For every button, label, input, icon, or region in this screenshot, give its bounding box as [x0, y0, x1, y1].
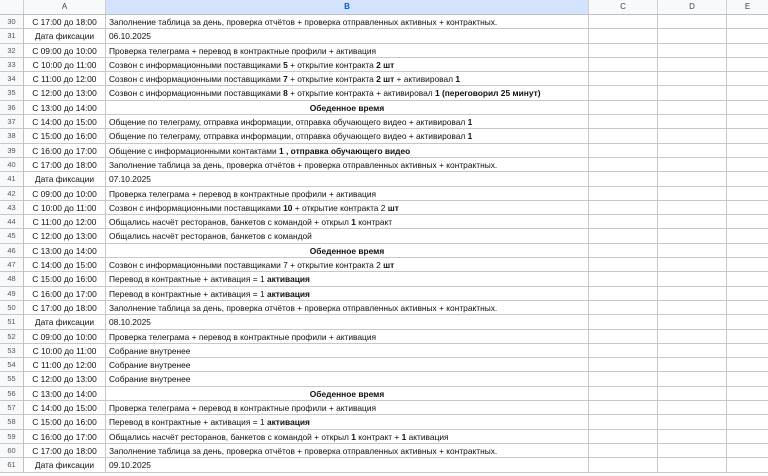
- empty-cell-d[interactable]: [658, 301, 727, 315]
- empty-cell-e[interactable]: [727, 415, 768, 429]
- empty-cell-e[interactable]: [727, 86, 768, 100]
- text-run: + открытие контракта: [287, 74, 377, 85]
- text-run: Обеденное время: [309, 388, 385, 399]
- bold-text-run: шт: [387, 202, 399, 213]
- text-run: + открытие контракта + активировал: [287, 88, 435, 99]
- activity-cell[interactable]: [106, 15, 589, 29]
- row-number[interactable]: 57: [0, 401, 24, 415]
- activity-cell[interactable]: [106, 158, 589, 172]
- time-range-cell[interactable]: С 16:00 до 17:00: [24, 430, 106, 444]
- lunch-row: [0, 387, 768, 401]
- empty-cell-d[interactable]: [658, 144, 727, 158]
- text-run: Заполнение таблица за день, проверка отчётов + проверка отправленных активных + контрактных.: [109, 17, 498, 27]
- date-value-cell[interactable]: [106, 172, 589, 186]
- time-range-cell[interactable]: С 10:00 до 11:00: [24, 58, 106, 72]
- text-run: 07.10.2025: [109, 174, 151, 185]
- empty-cell-e[interactable]: [727, 430, 768, 444]
- activity-cell[interactable]: [106, 215, 589, 229]
- empty-cell-c[interactable]: [589, 458, 658, 472]
- empty-cell-e[interactable]: [727, 129, 768, 143]
- time-range-cell[interactable]: С 16:00 до 17:00: [24, 144, 106, 158]
- row-number[interactable]: 56: [0, 387, 24, 401]
- activity-cell[interactable]: [106, 229, 589, 243]
- empty-cell-e[interactable]: [727, 287, 768, 301]
- table-row: [0, 272, 768, 286]
- bold-text-run: 1: [467, 131, 473, 142]
- empty-cell-c[interactable]: [589, 415, 658, 429]
- column-header-e[interactable]: E: [744, 2, 751, 11]
- table-row: [0, 144, 768, 158]
- table-row: [0, 229, 768, 243]
- bold-text-run: 1: [455, 74, 461, 85]
- date-value-cell[interactable]: [106, 458, 589, 472]
- empty-cell-c[interactable]: [589, 401, 658, 415]
- activity-cell[interactable]: [106, 287, 589, 301]
- date-value-cell[interactable]: [106, 29, 589, 43]
- empty-cell-e[interactable]: [727, 444, 768, 458]
- empty-cell-c[interactable]: [589, 372, 658, 386]
- table-row: [0, 158, 768, 172]
- empty-cell-d[interactable]: [658, 44, 727, 58]
- text-run: Обеденное время: [309, 245, 385, 256]
- empty-cell-d[interactable]: [658, 258, 727, 272]
- time-range-cell[interactable]: С 14:00 до 15:00: [24, 258, 106, 272]
- text-run: Собрание внутренее: [109, 345, 191, 356]
- empty-cell-c[interactable]: [589, 258, 658, 272]
- time-range-cell[interactable]: С 13:00 до 14:00: [24, 387, 106, 401]
- text-run: 06.10.2025: [109, 31, 151, 42]
- row-number[interactable]: 34: [0, 72, 24, 86]
- time-range-cell[interactable]: С 17:00 до 18:00: [24, 158, 106, 172]
- table-row: [0, 201, 768, 215]
- empty-cell-e[interactable]: [727, 258, 768, 272]
- empty-cell-e[interactable]: [727, 344, 768, 358]
- row-number[interactable]: 35: [0, 86, 24, 100]
- row-number[interactable]: 48: [0, 272, 24, 286]
- text-run: Собрание внутренее: [109, 360, 191, 371]
- empty-cell-d[interactable]: [658, 272, 727, 286]
- empty-cell-e[interactable]: [727, 358, 768, 372]
- row-number[interactable]: 31: [0, 29, 24, 43]
- time-range-cell[interactable]: С 17:00 до 18:00: [24, 15, 106, 29]
- table-row: [0, 344, 768, 358]
- table-row: [0, 372, 768, 386]
- activity-cell[interactable]: [106, 101, 589, 115]
- text-run: 09.10.2025: [109, 460, 151, 471]
- time-range-cell[interactable]: С 10:00 до 11:00: [24, 201, 106, 215]
- lunch-row: [0, 244, 768, 258]
- table-row: [0, 401, 768, 415]
- date-header-row: [0, 315, 768, 329]
- time-range-cell[interactable]: С 17:00 до 18:00: [24, 444, 106, 458]
- empty-cell-c[interactable]: [589, 301, 658, 315]
- empty-cell-c[interactable]: [589, 358, 658, 372]
- select-all-corner[interactable]: [0, 0, 24, 14]
- empty-cell-c[interactable]: [589, 115, 658, 129]
- text-run: Собрание внутренее: [109, 374, 191, 385]
- row-number[interactable]: 59: [0, 430, 24, 444]
- row-number[interactable]: 54: [0, 358, 24, 372]
- empty-cell-e[interactable]: [727, 244, 768, 258]
- column-header-d[interactable]: D: [658, 0, 727, 14]
- bold-text-run: активация: [266, 274, 310, 285]
- empty-cell-d[interactable]: [658, 387, 727, 401]
- table-row: [0, 72, 768, 86]
- table-row: [0, 86, 768, 100]
- empty-cell-e[interactable]: [727, 115, 768, 129]
- bold-text-run: 1 (переговорил 25 минут): [434, 88, 541, 99]
- empty-cell-d[interactable]: [658, 215, 727, 229]
- time-range-cell[interactable]: С 09:00 до 10:00: [24, 44, 106, 58]
- empty-cell-e[interactable]: [727, 44, 768, 58]
- bold-text-run: 10: [283, 202, 293, 213]
- text-run: Перевод в контрактные + активация = 1: [109, 417, 267, 428]
- table-row: [0, 415, 768, 429]
- empty-cell-e[interactable]: [727, 229, 768, 243]
- empty-cell-d[interactable]: [658, 158, 727, 172]
- empty-cell-d[interactable]: [658, 86, 727, 100]
- empty-cell-e[interactable]: [727, 301, 768, 315]
- empty-cell-c[interactable]: [589, 201, 658, 215]
- text-run: Общение с информационными контактами: [109, 145, 280, 156]
- empty-cell-d[interactable]: [658, 101, 727, 115]
- row-number[interactable]: 49: [0, 287, 24, 301]
- table-row: [0, 58, 768, 72]
- empty-cell-e[interactable]: [727, 372, 768, 386]
- empty-cell-c[interactable]: [589, 315, 658, 329]
- table-row: [0, 301, 768, 315]
- time-range-cell[interactable]: С 14:00 до 15:00: [24, 115, 106, 129]
- row-number[interactable]: 50: [0, 301, 24, 315]
- row-number[interactable]: 51: [0, 315, 24, 329]
- empty-cell-d[interactable]: [658, 187, 727, 201]
- empty-cell-c[interactable]: [589, 101, 658, 115]
- column-header-c[interactable]: C: [589, 0, 658, 14]
- empty-cell-e[interactable]: [727, 330, 768, 344]
- row-number[interactable]: 44: [0, 215, 24, 229]
- activity-cell[interactable]: [106, 86, 589, 100]
- row-number[interactable]: 32: [0, 44, 24, 58]
- empty-cell-e[interactable]: [727, 29, 768, 43]
- date-label-cell[interactable]: Дата фиксации: [24, 172, 106, 186]
- bold-text-run: 7: [283, 74, 288, 85]
- empty-cell-c[interactable]: [589, 86, 658, 100]
- activity-cell[interactable]: [106, 344, 589, 358]
- text-run: Проверка телеграма + перевод в контрактные профили + активация: [109, 403, 377, 414]
- table-row: [0, 358, 768, 372]
- empty-cell-c[interactable]: [589, 272, 658, 286]
- time-range-cell[interactable]: С 11:00 до 12:00: [24, 358, 106, 372]
- activity-cell[interactable]: [106, 72, 589, 86]
- text-run: + открытие контракта: [287, 59, 377, 70]
- empty-cell-e[interactable]: [727, 101, 768, 115]
- empty-cell-d[interactable]: [658, 29, 727, 43]
- spreadsheet-grid: [0, 15, 768, 473]
- time-range-cell[interactable]: С 15:00 до 16:00: [24, 415, 106, 429]
- row-number[interactable]: 45: [0, 229, 24, 243]
- table-row: [0, 258, 768, 272]
- row-number[interactable]: 60: [0, 444, 24, 458]
- time-range-cell[interactable]: С 17:00 до 18:00: [24, 301, 106, 315]
- bold-text-run: 1: [467, 117, 473, 128]
- activity-cell[interactable]: [106, 129, 589, 143]
- row-number[interactable]: 42: [0, 187, 24, 201]
- time-range-cell[interactable]: С 13:00 до 14:00: [24, 101, 106, 115]
- table-row: [0, 129, 768, 143]
- text-run: + открытие контракта 2: [292, 202, 388, 213]
- empty-cell-c[interactable]: [589, 229, 658, 243]
- empty-cell-e[interactable]: [727, 72, 768, 86]
- bold-text-run: активация: [266, 288, 310, 299]
- row-number[interactable]: 37: [0, 115, 24, 129]
- empty-cell-d[interactable]: [658, 72, 727, 86]
- text-run: активация: [406, 431, 449, 442]
- empty-cell-d[interactable]: [658, 415, 727, 429]
- column-header-a[interactable]: A: [24, 0, 106, 14]
- text-run: Общались насчёт ресторанов, банкетов с командой + открыл: [109, 431, 352, 442]
- empty-cell-e[interactable]: [727, 187, 768, 201]
- empty-cell-c[interactable]: [589, 172, 658, 186]
- bold-text-run: 1: [351, 217, 356, 228]
- time-range-cell[interactable]: С 15:00 до 16:00: [24, 129, 106, 143]
- bold-text-run: 2 шт: [376, 74, 395, 85]
- text-run: Общались насчёт ресторанов, банкетов с командой: [109, 231, 312, 242]
- row-number[interactable]: 41: [0, 172, 24, 186]
- time-range-cell[interactable]: С 13:00 до 14:00: [24, 244, 106, 258]
- table-row: [0, 430, 768, 444]
- empty-cell-d[interactable]: [658, 372, 727, 386]
- text-run: Заполнение таблица за день, проверка отчётов + проверка отправленных активных + контрактных.: [109, 159, 498, 170]
- text-run: Проверка телеграма + перевод в контрактные профили + активация: [109, 45, 377, 56]
- empty-cell-d[interactable]: [658, 229, 727, 243]
- empty-cell-e[interactable]: [727, 144, 768, 158]
- text-run: + активировал: [394, 74, 456, 85]
- empty-cell-c[interactable]: [589, 44, 658, 58]
- time-range-cell[interactable]: С 09:00 до 10:00: [24, 187, 106, 201]
- empty-cell-e[interactable]: [727, 401, 768, 415]
- date-label-cell[interactable]: Дата фиксации: [24, 458, 106, 472]
- table-row: [0, 444, 768, 458]
- empty-cell-c[interactable]: [589, 15, 658, 29]
- row-number[interactable]: 36: [0, 101, 24, 115]
- empty-cell-c[interactable]: [589, 244, 658, 258]
- empty-cell-d[interactable]: [658, 129, 727, 143]
- text-run: 08.10.2025: [109, 317, 151, 328]
- column-header-b[interactable]: B: [106, 0, 589, 14]
- text-run: Проверка телеграма + перевод в контрактные профили + активация: [109, 331, 377, 342]
- text-run: Созвон с информационными поставщиками: [109, 59, 284, 70]
- activity-cell[interactable]: [106, 330, 589, 344]
- activity-cell[interactable]: [106, 387, 589, 401]
- bold-text-run: 1 , отправка обучающего видео: [279, 145, 411, 156]
- table-row: [0, 44, 768, 58]
- time-range-cell[interactable]: С 12:00 до 13:00: [24, 86, 106, 100]
- text-run: Созвон с информационными поставщиками: [109, 88, 284, 99]
- text-run: Перевод в контрактные + активация = 1: [109, 274, 267, 285]
- time-range-cell[interactable]: С 16:00 до 17:00: [24, 287, 106, 301]
- table-row: [0, 115, 768, 129]
- lunch-row: [0, 101, 768, 115]
- empty-cell-d[interactable]: [658, 201, 727, 215]
- empty-cell-c[interactable]: [589, 287, 658, 301]
- empty-cell-e[interactable]: [727, 272, 768, 286]
- time-range-cell[interactable]: С 14:00 до 15:00: [24, 401, 106, 415]
- empty-cell-c[interactable]: [589, 430, 658, 444]
- row-number[interactable]: 39: [0, 144, 24, 158]
- empty-cell-d[interactable]: [658, 287, 727, 301]
- empty-cell-c[interactable]: [589, 58, 658, 72]
- text-run: Проверка телеграма + перевод в контрактные профили + активация: [109, 188, 377, 199]
- date-header-row: [0, 29, 768, 43]
- bold-text-run: 5: [283, 59, 288, 70]
- activity-cell[interactable]: [106, 430, 589, 444]
- empty-cell-c[interactable]: [589, 444, 658, 458]
- row-number[interactable]: 40: [0, 158, 24, 172]
- bold-text-run: 1: [401, 431, 407, 442]
- row-number[interactable]: 52: [0, 330, 24, 344]
- table-row: [0, 330, 768, 344]
- empty-cell-e[interactable]: [727, 215, 768, 229]
- empty-cell-e[interactable]: [727, 201, 768, 215]
- text-run: Созвон с информационными поставщиками: [109, 202, 284, 213]
- empty-cell-c[interactable]: [589, 387, 658, 401]
- activity-cell[interactable]: [106, 115, 589, 129]
- bold-text-run: шт: [383, 260, 395, 271]
- text-run: Обеденное время: [309, 102, 385, 113]
- date-label-cell[interactable]: Дата фиксации: [24, 315, 106, 329]
- text-run: Перевод в контрактные + активация = 1: [109, 288, 267, 299]
- activity-cell[interactable]: [106, 58, 589, 72]
- empty-cell-d[interactable]: [658, 15, 727, 29]
- text-run: Общение по телеграму, отправка информации, отправка обучающего видео + активировал: [109, 117, 468, 128]
- bold-text-run: активация: [266, 417, 310, 428]
- row-number[interactable]: 55: [0, 372, 24, 386]
- text-run: контракт +: [355, 431, 402, 442]
- date-label-cell[interactable]: Дата фиксации: [24, 29, 106, 43]
- empty-cell-d[interactable]: [658, 458, 727, 472]
- empty-cell-d[interactable]: [658, 172, 727, 186]
- empty-cell-e[interactable]: [727, 458, 768, 472]
- empty-cell-e[interactable]: [727, 387, 768, 401]
- empty-cell-d[interactable]: [658, 244, 727, 258]
- empty-cell-c[interactable]: [589, 72, 658, 86]
- empty-cell-c[interactable]: [589, 330, 658, 344]
- table-row: [0, 287, 768, 301]
- column-header-bar: [0, 0, 768, 15]
- empty-cell-c[interactable]: [589, 187, 658, 201]
- empty-cell-d[interactable]: [658, 115, 727, 129]
- activity-cell[interactable]: [106, 201, 589, 215]
- row-number[interactable]: 53: [0, 344, 24, 358]
- empty-cell-d[interactable]: [658, 430, 727, 444]
- table-row: [0, 187, 768, 201]
- empty-cell-c[interactable]: [589, 215, 658, 229]
- date-header-row: [0, 458, 768, 472]
- activity-cell[interactable]: [106, 401, 589, 415]
- row-number[interactable]: 58: [0, 415, 24, 429]
- empty-cell-d[interactable]: [658, 401, 727, 415]
- empty-cell-d[interactable]: [658, 444, 727, 458]
- text-run: Общались насчёт ресторанов, банкетов с командой + открыл: [109, 217, 352, 228]
- activity-cell[interactable]: [106, 272, 589, 286]
- activity-cell[interactable]: [106, 258, 589, 272]
- empty-cell-c[interactable]: [589, 344, 658, 358]
- activity-cell[interactable]: [106, 244, 589, 258]
- row-number[interactable]: 33: [0, 58, 24, 72]
- text-run: Общение по телеграму, отправка информации, отправка обучающего видео + активировал: [109, 131, 468, 142]
- empty-cell-c[interactable]: [589, 29, 658, 43]
- text-run: Заполнение таблица за день, проверка отчётов + проверка отправленных активных + контрактных.: [109, 445, 498, 456]
- date-header-row: [0, 172, 768, 186]
- table-row: [0, 15, 768, 29]
- table-row: [0, 215, 768, 229]
- text-run: Заполнение таблица за день, проверка отчётов + проверка отправленных активных + контрактных.: [109, 302, 498, 313]
- empty-cell-d[interactable]: [658, 330, 727, 344]
- activity-cell[interactable]: [106, 301, 589, 315]
- row-number[interactable]: 43: [0, 201, 24, 215]
- text-run: Созвон с информационными поставщиками 7 + открытие контракта 2: [109, 260, 384, 271]
- text-run: Созвон с информационными поставщиками: [109, 74, 284, 85]
- empty-cell-e[interactable]: [727, 172, 768, 186]
- bold-text-run: 1: [351, 431, 356, 442]
- empty-cell-d[interactable]: [658, 344, 727, 358]
- empty-cell-e[interactable]: [727, 158, 768, 172]
- row-number[interactable]: 30: [0, 15, 24, 29]
- text-run: контракт: [355, 217, 393, 228]
- bold-text-run: 2 шт: [376, 59, 395, 70]
- bold-text-run: 8: [283, 88, 288, 99]
- activity-cell[interactable]: [106, 444, 589, 458]
- empty-cell-e[interactable]: [727, 58, 768, 72]
- time-range-cell[interactable]: С 11:00 до 12:00: [24, 215, 106, 229]
- time-range-cell[interactable]: С 15:00 до 16:00: [24, 272, 106, 286]
- date-value-cell[interactable]: [106, 315, 589, 329]
- activity-cell[interactable]: [106, 44, 589, 58]
- empty-cell-d[interactable]: [658, 58, 727, 72]
- empty-cell-c[interactable]: [589, 158, 658, 172]
- activity-cell[interactable]: [106, 415, 589, 429]
- time-range-cell[interactable]: С 11:00 до 12:00: [24, 72, 106, 86]
- empty-cell-c[interactable]: [589, 129, 658, 143]
- row-number[interactable]: 46: [0, 244, 24, 258]
- time-range-cell[interactable]: С 12:00 до 13:00: [24, 372, 106, 386]
- row-number[interactable]: 61: [0, 458, 24, 472]
- empty-cell-c[interactable]: [589, 144, 658, 158]
- activity-cell[interactable]: [106, 144, 589, 158]
- row-number[interactable]: 47: [0, 258, 24, 272]
- time-range-cell[interactable]: С 10:00 до 11:00: [24, 344, 106, 358]
- empty-cell-d[interactable]: [658, 315, 727, 329]
- empty-cell-d[interactable]: [658, 358, 727, 372]
- activity-cell[interactable]: [106, 187, 589, 201]
- empty-cell-e[interactable]: [727, 315, 768, 329]
- empty-cell-e[interactable]: [727, 15, 768, 29]
- time-range-cell[interactable]: С 09:00 до 10:00: [24, 330, 106, 344]
- activity-cell[interactable]: [106, 372, 589, 386]
- row-number[interactable]: 38: [0, 129, 24, 143]
- time-range-cell[interactable]: С 12:00 до 13:00: [24, 229, 106, 243]
- activity-cell[interactable]: [106, 358, 589, 372]
